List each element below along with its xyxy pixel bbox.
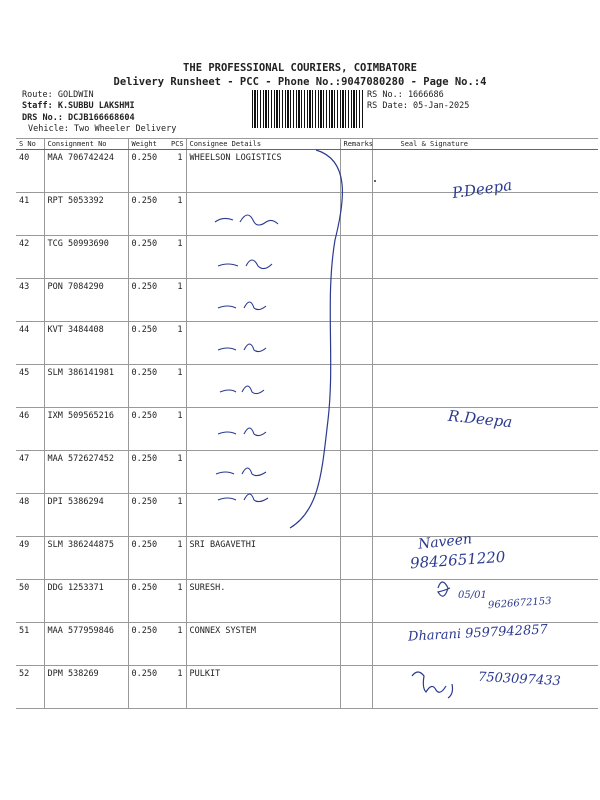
sno-cell: 40 xyxy=(16,150,44,193)
pcs-cell: 1 xyxy=(168,236,186,279)
weight-cell: 0.250 xyxy=(128,580,168,623)
sno-cell: 49 xyxy=(16,537,44,580)
vehicle-label: Vehicle: Two Wheeler Delivery xyxy=(28,124,177,134)
pcs-cell: 1 xyxy=(168,666,186,709)
sno-cell: 52 xyxy=(16,666,44,709)
consignment-cell: DPI 5386294 xyxy=(44,494,128,537)
weight-cell: 0.250 xyxy=(128,408,168,451)
col-weight: Weight xyxy=(128,139,168,150)
sno-cell: 42 xyxy=(16,236,44,279)
sno-cell: 41 xyxy=(16,193,44,236)
sno-cell: 48 xyxy=(16,494,44,537)
consignee-cell: PULKIT xyxy=(186,666,340,709)
weight-cell: 0.250 xyxy=(128,451,168,494)
sno-cell: 45 xyxy=(16,365,44,408)
consignment-cell: PON 7084290 xyxy=(44,279,128,322)
consignment-cell: IXM 509565216 xyxy=(44,408,128,451)
pcs-cell: 1 xyxy=(168,150,186,193)
pcs-cell: 1 xyxy=(168,494,186,537)
consignment-cell: KVT 3484408 xyxy=(44,322,128,365)
weight-cell: 0.250 xyxy=(128,666,168,709)
pcs-cell: 1 xyxy=(168,408,186,451)
consignment-cell: MAA 706742424 xyxy=(44,150,128,193)
pcs-cell: 1 xyxy=(168,365,186,408)
weight-cell: 0.250 xyxy=(128,236,168,279)
weight-cell: 0.250 xyxy=(128,365,168,408)
col-sno: S No xyxy=(16,139,44,150)
weight-cell: 0.250 xyxy=(128,623,168,666)
signature-row49-phone: 9842651220 xyxy=(409,547,506,573)
weight-cell: 0.250 xyxy=(128,279,168,322)
consignment-cell: RPT 5053392 xyxy=(44,193,128,236)
col-remarks: Remarks xyxy=(340,139,372,150)
col-pcs: PCS xyxy=(168,139,186,150)
weight-cell: 0.250 xyxy=(128,150,168,193)
sno-cell: 51 xyxy=(16,623,44,666)
pcs-cell: 1 xyxy=(168,623,186,666)
consignment-cell: DPM 538269 xyxy=(44,666,128,709)
consignment-cell: DDG 1253371 xyxy=(44,580,128,623)
staff-label: Staff: K.SUBBU LAKSHMI xyxy=(22,101,135,111)
signature-row51: Dharani 9597942857 xyxy=(407,622,549,645)
consignment-cell: MAA 577959846 xyxy=(44,623,128,666)
col-signature: Seal & Signature xyxy=(372,139,598,150)
pcs-cell: 1 xyxy=(168,322,186,365)
col-consignment: Consignment No xyxy=(44,139,128,150)
col-consignee: Consignee Details xyxy=(186,139,340,150)
consignment-cell: MAA 572627452 xyxy=(44,451,128,494)
consignee-cell: SRI BAGAVETHI xyxy=(186,537,340,580)
rs-number: RS No.: 1666686 xyxy=(367,90,444,100)
sno-cell: 46 xyxy=(16,408,44,451)
consignment-cell: TCG 50993690 xyxy=(44,236,128,279)
weight-cell: 0.250 xyxy=(128,537,168,580)
sno-cell: 50 xyxy=(16,580,44,623)
signature-row49-name: Naveen xyxy=(417,531,473,553)
signature-row50-date: 05/01 xyxy=(458,590,487,601)
weight-cell: 0.250 xyxy=(128,494,168,537)
consignee-cell: CONNEX SYSTEM xyxy=(186,623,340,666)
signature-row41: P.Deepa xyxy=(451,175,514,203)
signature-row50-phone: 9626672153 xyxy=(487,595,552,612)
runsheet-title: Delivery Runsheet - PCC - Phone No.:9047080280 - Page No.:4 xyxy=(113,76,487,88)
signature-row52-phone: 7503097433 xyxy=(477,669,562,690)
signature-row46: R.Deepa xyxy=(447,406,514,432)
drs-number: DRS No.: DCJB166668604 xyxy=(22,113,135,123)
pcs-cell: 1 xyxy=(168,580,186,623)
rs-date: RS Date: 05-Jan-2025 xyxy=(367,101,470,111)
sno-cell: 44 xyxy=(16,322,44,365)
signature-scrawl-row50 xyxy=(438,582,450,596)
weight-cell: 0.250 xyxy=(128,193,168,236)
consignee-cell: SURESH. xyxy=(186,580,340,623)
sno-cell: 47 xyxy=(16,451,44,494)
pcs-cell: 1 xyxy=(168,193,186,236)
company-title: THE PROFESSIONAL COURIERS, COIMBATORE xyxy=(183,62,417,74)
pcs-cell: 1 xyxy=(168,537,186,580)
consignment-cell: SLM 386244875 xyxy=(44,537,128,580)
weight-cell: 0.250 xyxy=(128,322,168,365)
sno-cell: 43 xyxy=(16,279,44,322)
pcs-cell: 1 xyxy=(168,279,186,322)
consignee-cell: WHEELSON LOGISTICS xyxy=(186,150,340,193)
route-label: Route: GOLDWIN xyxy=(22,90,94,100)
pcs-cell: 1 xyxy=(168,451,186,494)
signature-scrawl-row52 xyxy=(412,672,453,698)
consignment-cell: SLM 386141981 xyxy=(44,365,128,408)
